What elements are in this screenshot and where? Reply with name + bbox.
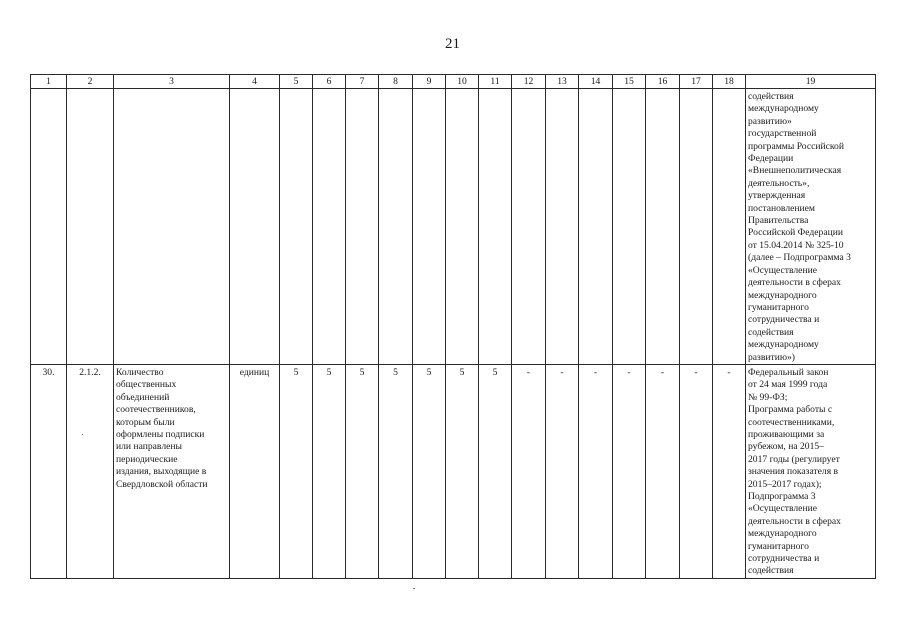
legal-text-line: деятельности в сферах: [748, 515, 841, 527]
header-cell: 7: [346, 75, 379, 89]
legal-text-line: программы Российской: [748, 140, 844, 152]
empty-cell: [680, 89, 713, 365]
page-number: 21: [445, 36, 460, 52]
empty-cell: [280, 89, 313, 365]
legal-text-line: Программа работы с: [748, 404, 833, 416]
empty-cell: [646, 89, 680, 365]
unit-cell: единиц: [230, 364, 280, 578]
header-cell: 1: [31, 75, 67, 89]
legal-text-line: международному: [748, 103, 819, 115]
indicator-text-line: периодические: [116, 453, 178, 465]
value-cell: 5: [479, 364, 512, 578]
indicator-text-line: общественных: [116, 379, 177, 391]
header-cell: 17: [680, 75, 713, 89]
empty-cell: [114, 89, 230, 365]
legal-text-line: международного: [748, 528, 817, 540]
header-cell: 6: [313, 75, 346, 89]
legal-text-line: утвержденная: [748, 190, 806, 202]
header-cell: 16: [646, 75, 680, 89]
indicator-text-line: объединений: [116, 391, 170, 403]
legal-text-line: деятельности в сферах: [748, 277, 841, 289]
empty-cell: [230, 89, 280, 365]
legal-text-line: «Внешнеполитическая: [748, 165, 842, 177]
header-cell: 4: [230, 75, 280, 89]
value-cell: 5: [346, 364, 379, 578]
legal-text-line: содействия: [748, 565, 794, 577]
indicator-text-line: оформлены подписки: [116, 428, 205, 440]
value-cell: 5: [313, 364, 346, 578]
legal-text-line: соотечественниками,: [748, 416, 835, 428]
legal-text-line: от 15.04.2014 № 325-10: [748, 239, 844, 251]
empty-cell: [446, 89, 479, 365]
indicators-table: [30, 74, 876, 579]
header-cell: 18: [713, 75, 746, 89]
value-cell: -: [713, 364, 746, 578]
legal-text-line: государственной: [748, 128, 817, 140]
legal-text-line: Правительства: [748, 215, 809, 227]
value-cell: 5: [413, 364, 446, 578]
empty-cell: [579, 89, 613, 365]
empty-cell: [713, 89, 746, 365]
header-cell: 5: [280, 75, 313, 89]
header-cell: 19: [746, 75, 876, 89]
header-cell: 3: [114, 75, 230, 89]
legal-text-line: рубежом, на 2015–: [748, 441, 824, 453]
legal-text-line: сотрудничества и: [748, 553, 820, 565]
scan-speck: [413, 588, 415, 589]
header-cell: 9: [413, 75, 446, 89]
header-cell: 14: [579, 75, 613, 89]
indicator-text-line: издания, выходящие в: [116, 466, 207, 478]
legal-text-line: постановлением: [748, 202, 815, 214]
legal-text-line: Подпрограмма 3: [748, 491, 816, 502]
legal-text-line: содействия: [748, 326, 794, 338]
legal-text-line: гуманитарного: [748, 301, 809, 313]
legal-text-line: развитию»): [748, 351, 795, 363]
value-cell: -: [546, 364, 579, 578]
legal-text-line: гуманитарного: [748, 540, 809, 552]
legal-text-line: Федеральный закон: [748, 366, 829, 378]
header-cell: 15: [613, 75, 646, 89]
legal-text-line: «Осуществление: [748, 503, 817, 515]
legal-text-line: (далее – Подпрограмма 3: [748, 252, 851, 264]
row-number: 30.: [31, 364, 67, 578]
header-cell: 2: [67, 75, 114, 89]
indicator-text-line: Количество: [116, 366, 164, 378]
value-cell: -: [680, 364, 713, 578]
legal-basis: [746, 364, 876, 578]
legal-text-line: деятельность»,: [748, 177, 810, 189]
empty-cell: [67, 89, 114, 365]
legal-text-line: Российской Федерации: [748, 227, 843, 239]
legal-text-line: 2017 годы (регулирует: [748, 453, 840, 465]
value-cell: -: [646, 364, 680, 578]
indicator-text-line: которым были: [116, 416, 175, 428]
indicator-text-line: или направлены: [116, 441, 182, 453]
header-cell: 12: [512, 75, 546, 89]
header-cell: 10: [446, 75, 479, 89]
legal-basis-continuation: [746, 89, 876, 365]
legal-text-line: проживающими за: [748, 428, 825, 440]
legal-text-line: международного: [748, 289, 817, 301]
table-row: [31, 364, 876, 578]
value-cell: 5: [280, 364, 313, 578]
indicator-name: [114, 364, 230, 578]
legal-text-line: 2015–2017 годах);: [748, 478, 822, 490]
header-cell: 11: [479, 75, 512, 89]
empty-cell: [313, 89, 346, 365]
value-cell: 5: [446, 364, 479, 578]
row-code: 2.1.2.: [67, 364, 114, 578]
value-cell: -: [613, 364, 646, 578]
empty-cell: [31, 89, 67, 365]
indicator-text-line: Свердловской области: [116, 478, 208, 490]
legal-text-line: Федерации: [748, 153, 794, 165]
empty-cell: [479, 89, 512, 365]
legal-text-line: международному: [748, 339, 819, 351]
header-row: [31, 75, 876, 89]
empty-cell: [346, 89, 379, 365]
value-cell: -: [512, 364, 546, 578]
legal-text-line: содействия: [748, 91, 794, 102]
legal-text-line: № 99-ФЗ;: [748, 391, 788, 403]
value-cell: 5: [379, 364, 413, 578]
continuation-row: [31, 89, 876, 365]
empty-cell: [546, 89, 579, 365]
legal-text-line: значения показателя в: [748, 466, 839, 478]
legal-text-line: сотрудничества и: [748, 314, 820, 326]
empty-cell: [379, 89, 413, 365]
header-cell: 8: [379, 75, 413, 89]
empty-cell: [512, 89, 546, 365]
scan-speck: [82, 434, 83, 435]
legal-text-line: «Осуществление: [748, 264, 817, 276]
value-cell: -: [579, 364, 613, 578]
header-cell: 13: [546, 75, 579, 89]
empty-cell: [613, 89, 646, 365]
legal-text-line: от 24 мая 1999 года: [748, 379, 828, 391]
empty-cell: [413, 89, 446, 365]
indicator-text-line: соотечественников,: [116, 404, 196, 416]
legal-text-line: развитию»: [748, 115, 792, 127]
